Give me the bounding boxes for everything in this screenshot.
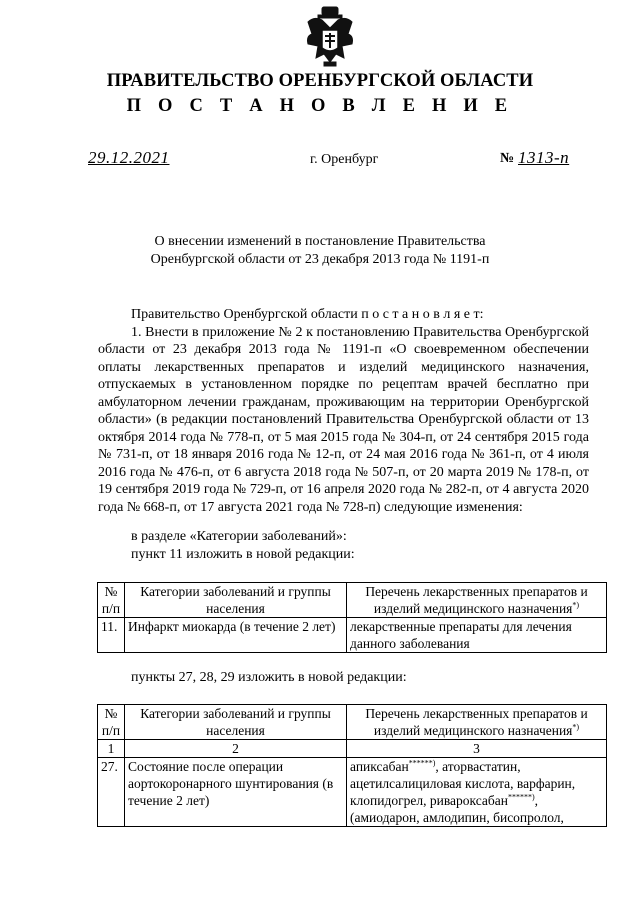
table-row [98,618,607,653]
coat-of-arms-icon [300,6,360,68]
header-drugs [347,583,607,618]
header-category: Категории заболеваний и группы населения [125,583,347,618]
rivaroxaban-footnote: ******) [508,792,535,802]
subject-line-1: О внесении изменений в постановление Правительства [154,234,486,249]
apixaban-footnote: ******) [408,758,436,768]
points-27-29-instruction: пункты 27, 28, 29 изложить в новой редакции: [131,670,407,685]
table-point-11 [97,582,607,653]
header-drugs-footnote: *) [572,600,580,610]
column-number-2: 2 [125,740,347,758]
header-number: № п/п [98,705,125,740]
body [98,306,589,516]
drugs-line-4: (амиодарон, амлодипин, бисопролол, [350,810,564,825]
row-drugs: лекарственные препараты для лечения данного заболевания [347,618,607,653]
document-type: П О С Т А Н О В Л Е Н И Е [126,96,514,116]
header-number: № п/п [98,583,125,618]
drugs-line-2: ацетилсалициловая кислота, варфарин, [350,776,576,791]
table-header-row [98,583,607,618]
table-header-row [98,705,607,740]
item-1: 1. Внести в приложение № 2 к постановлению Правительства Оренбургской области от 23 декабря 2013 года № 1191-п «О своевременном обеспечении оплаты лекарственных препаратов и изделий медицинского назначения, отпускаемых в установленном порядке по рецептам врачей бесплатно при амбулаторном лечении гражданам, проживающим на территории Оренбургской области» (в редакции постановлений Правительства Оренбургской области от 13 октября 2014 года № 778-п, от 5 мая 2015 года № 304-п, от 24 сентября 2015 года № 731-п, от 18 января 2016 года № 12-п, от 24 мая 2016 года № 361-п, от 4 июля 2016 года № 476-п, от 6 августа 2018 года № 507-п, от 20 марта 2019 № 178-п, от 19 сентября 2019 года № 729-п, от 16 апреля 2020 года № 282-п, от 4 августа 2020 года № 668-п, от 17 августа 2021 года № 728-п) следующие изменения: [98,324,589,515]
document-date: 29.12.2021 [88,148,170,167]
government-title: ПРАВИТЕЛЬСТВО ОРЕНБУРГСКОЙ ОБЛАСТИ [106,71,534,91]
document-subject [0,233,640,269]
subject-line-2: Оренбургской области от 23 декабря 2013 года № 1191-п [150,252,490,267]
header-category: Категории заболеваний и группы населения [125,705,347,740]
preamble: Правительство Оренбургской области п о с т а н о в л я е т: [131,307,484,322]
row-category: Состояние после операции аортокоронарного шунтирования (в течение 2 лет) [125,758,347,827]
table-row [98,758,607,827]
column-number-1: 1 [98,740,125,758]
row-number: 11. [98,618,125,653]
row-number: 27. [98,758,125,827]
section-instruction: в разделе «Категории заболеваний»: [131,529,347,544]
point-11-instruction: пункт 11 изложить в новой редакции: [131,547,355,562]
table-points-27-29 [97,704,607,827]
row-category: Инфаркт миокарда (в течение 2 лет) [125,618,347,653]
row-drugs [347,758,607,827]
header-drugs-text: Перечень лекарственных препаратов и изделий медицинского назначения [365,706,588,738]
document-number: 1313-п [518,148,570,167]
column-number-3: 3 [347,740,607,758]
column-number-row [98,740,607,758]
header-drugs [347,705,607,740]
document-city: г. Оренбург [310,152,379,167]
number-label: № [500,151,515,166]
header-drugs-footnote: *) [572,722,580,732]
drugs-line-3: клопидогрел, ривароксабан******), [350,792,539,808]
drugs-line-1: апиксабан******), аторвастатин, [350,758,521,774]
header-drugs-text: Перечень лекарственных препаратов и изделий медицинского назначения [365,584,588,616]
